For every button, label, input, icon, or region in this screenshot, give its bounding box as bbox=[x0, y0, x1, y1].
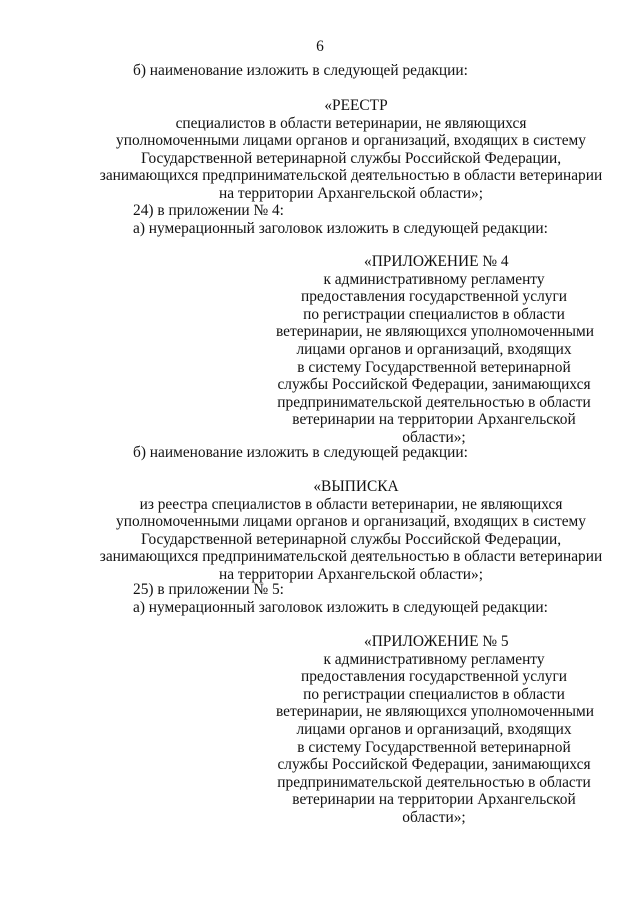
registry-title-line: Государственной ветеринарной службы Российской Федерации, bbox=[140, 149, 562, 167]
attachment-4-line: ветеринарии на территории Архангельской bbox=[292, 411, 576, 429]
attachment-5-line: службы Российской Федерации, занимающихся bbox=[277, 756, 591, 774]
attachment-4-heading: «ПРИЛОЖЕНИЕ № 4 bbox=[364, 253, 509, 270]
registry-title-block bbox=[94, 97, 608, 203]
attachment-5-heading: «ПРИЛОЖЕНИЕ № 5 bbox=[364, 633, 509, 650]
attachment-4-line: предпринимательской деятельностью в области bbox=[277, 393, 591, 411]
attachment-5-line: предоставления государственной услуги bbox=[300, 668, 567, 686]
attachment-4-line: по регистрации специалистов в области bbox=[303, 305, 565, 323]
attachment-4-block bbox=[276, 253, 592, 447]
attachment-4-line: ветеринарии, не являющихся уполномоченными bbox=[276, 323, 594, 341]
extract-title-line: Государственной ветеринарной службы Российской Федерации, bbox=[140, 530, 562, 548]
registry-title-line: уполномоченными лицами органов и организаций, входящих в систему bbox=[116, 132, 586, 150]
attachment-5-line: лицами органов и организаций, входящих bbox=[296, 720, 572, 738]
attachment-5-block bbox=[276, 633, 592, 827]
item-24: 24) в приложении № 4: bbox=[133, 202, 284, 219]
registry-title-line: на территории Архангельской области»; bbox=[218, 184, 484, 202]
registry-title-line: специалистов в области ветеринарии, не являющихся bbox=[175, 114, 527, 132]
page-number: 6 bbox=[316, 38, 324, 55]
attachment-5-line: предпринимательской деятельностью в области bbox=[277, 773, 591, 791]
extract-title-block bbox=[94, 478, 608, 584]
registry-title-line: занимающихся предпринимательской деятельностью в области ветеринарии bbox=[99, 167, 603, 185]
extract-title-line: на территории Архангельской области»; bbox=[218, 565, 484, 583]
attachment-5-line: ветеринарии, не являющихся уполномоченными bbox=[276, 703, 594, 721]
attachment-4-line: лицами органов и организаций, входящих bbox=[296, 340, 572, 358]
attachment-4-line: к административному регламенту bbox=[323, 270, 545, 288]
attachment-4-line: службы Российской Федерации, занимающихся bbox=[277, 376, 591, 394]
paragraph-b-name-1: б) наименование изложить в следующей редакции: bbox=[133, 62, 468, 79]
item-25-a: а) нумерационный заголовок изложить в следующей редакции: bbox=[133, 599, 548, 616]
attachment-5-line: в систему Государственной ветеринарной bbox=[297, 738, 571, 756]
extract-title-line: уполномоченными лицами органов и организаций, входящих в систему bbox=[116, 513, 586, 531]
attachment-5-line: к административному регламенту bbox=[323, 650, 545, 668]
attachment-4-line: в систему Государственной ветеринарной bbox=[297, 358, 571, 376]
attachment-4-line: предоставления государственной услуги bbox=[300, 288, 567, 306]
extract-title-line: занимающихся предпринимательской деятельностью в области ветеринарии bbox=[99, 548, 603, 566]
extract-title-heading: «ВЫПИСКА bbox=[313, 478, 399, 495]
extract-title-line: из реестра специалистов в области ветеринарии, не являющихся bbox=[139, 495, 563, 513]
registry-title-heading: «РЕЕСТР bbox=[324, 97, 388, 114]
paragraph-b-name-2: б) наименование изложить в следующей редакции: bbox=[133, 444, 468, 461]
item-24-a: а) нумерационный заголовок изложить в следующей редакции: bbox=[133, 220, 548, 237]
attachment-5-line: ветеринарии на территории Архангельской bbox=[292, 791, 576, 809]
attachment-5-line: по регистрации специалистов в области bbox=[303, 685, 565, 703]
attachment-4-line: области»; bbox=[402, 428, 466, 446]
item-25: 25) в приложении № 5: bbox=[133, 581, 284, 598]
attachment-5-line: области»; bbox=[402, 808, 466, 826]
